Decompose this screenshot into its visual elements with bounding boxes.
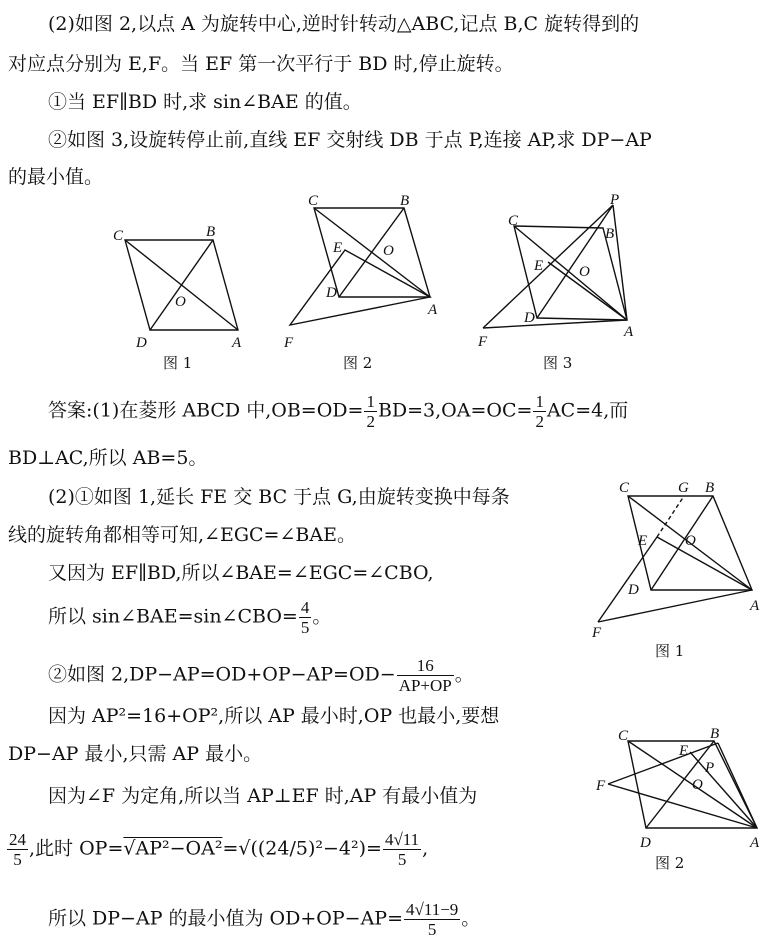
figure-2: [283, 193, 438, 351]
denominator: 5: [300, 618, 310, 637]
label-d: D: [136, 335, 147, 351]
label-c: C: [618, 728, 629, 744]
answer-line-9: DP−AP 最小,只需 AP 最小。: [8, 743, 263, 765]
denominator: 2: [366, 412, 375, 431]
solution-figure-1-caption: 图 1: [655, 642, 685, 660]
question-line-4: ②如图 3,设旋转停止前,直线 EF 交射线 DB 于点 P,连接 AP,求 DP−AP: [48, 129, 652, 151]
question-line-5: 的最小值。: [8, 166, 104, 188]
label-c: C: [619, 480, 630, 496]
answer-line-5: 又因为 EF∥BD,所以∠BAE=∠EGC=∠CBO,: [48, 562, 434, 584]
numerator: 4√11: [384, 830, 420, 849]
figure-1-caption: 图 1: [163, 354, 193, 372]
solution-figure-2-caption: 图 2: [655, 854, 685, 872]
diagonal-bd: [651, 496, 713, 590]
label-f: F: [596, 778, 606, 794]
answer-line-11: [6, 830, 428, 869]
answer-line-6: [48, 598, 331, 637]
text: 。: [312, 605, 332, 628]
line-ef: [483, 205, 613, 328]
triangle-aef: [290, 250, 430, 325]
answer-line-4: 线的旋转角都相等可知,∠EGC=∠BAE。: [8, 524, 356, 546]
text: ,: [422, 837, 429, 860]
label-e: E: [534, 258, 544, 274]
label-d: D: [640, 835, 651, 851]
label-f: F: [284, 335, 294, 351]
denominator: AP+OP: [398, 676, 452, 695]
label-b: B: [710, 726, 720, 742]
label-b: B: [605, 226, 615, 242]
numerator: 1: [366, 392, 375, 411]
figure-3-caption: 图 3: [543, 354, 573, 372]
label-o: O: [579, 264, 590, 280]
answer-line-10: 因为∠F 为定角,所以当 AP⊥EF 时,AP 有最小值为: [48, 785, 478, 807]
text: BD=3,OA=OC=: [377, 399, 533, 422]
fraction: [397, 656, 454, 695]
label-c: C: [508, 213, 519, 229]
label-d: D: [326, 285, 337, 301]
numerator: 4: [300, 598, 310, 617]
label-e: E: [333, 240, 343, 256]
label-c: C: [113, 228, 124, 244]
segment-ap: [613, 205, 627, 320]
text: AC=4,而: [546, 399, 629, 422]
answer-line-3: (2)①如图 1,延长 FE 交 BC 于点 G,由旋转变换中每条: [48, 486, 510, 508]
text: 答案:(1)在菱形 ABCD 中,OB=OD=: [48, 399, 364, 422]
denominator: 5: [13, 850, 22, 869]
text: =: [366, 837, 382, 860]
answer-line-7: [48, 656, 474, 695]
segment-fa: [598, 590, 752, 622]
label-p: P: [610, 192, 620, 208]
fraction-half: [364, 392, 377, 431]
label-e: E: [679, 743, 689, 759]
question-line-1: (2)如图 2,以点 A 为旋转中心,逆时针转动△ABC,记点 B,C 旋转得到的: [48, 13, 640, 35]
sqrt-expression: √((24/5)²−4²): [238, 837, 367, 860]
label-a: A: [750, 835, 760, 851]
fraction: [383, 830, 421, 869]
label-f: F: [592, 625, 602, 641]
answer-line-2: BD⊥AC,所以 AB=5。: [8, 447, 208, 469]
solution-figure-1: [591, 480, 760, 641]
label-d: D: [628, 582, 639, 598]
label-e: E: [638, 533, 648, 549]
label-g: G: [678, 480, 689, 496]
label-o: O: [175, 294, 186, 310]
numerator: 24: [9, 830, 26, 849]
label-a: A: [750, 598, 760, 614]
label-c: C: [308, 193, 319, 209]
sqrt-expression: √AP²−OA²: [123, 837, 223, 860]
text: 。: [461, 907, 481, 930]
question-line-2: 对应点分别为 E,F。当 EF 第一次平行于 BD 时,停止旋转。: [8, 53, 514, 75]
question-line-3: ①当 EF∥BD 时,求 sin∠BAE 的值。: [48, 91, 362, 113]
numerator: 1: [535, 392, 544, 411]
segment-fa: [608, 784, 757, 828]
denominator: 5: [427, 920, 437, 938]
label-o: O: [692, 777, 703, 793]
solution-figure-2: [595, 726, 760, 851]
label-p: P: [705, 760, 715, 776]
label-o: O: [685, 533, 696, 549]
text: 所以 DP−AP 的最小值为 OD+OP−AP=: [48, 907, 403, 930]
text: 所以 sin∠BAE=sin∠CBO=: [48, 605, 298, 628]
fraction: [7, 830, 28, 869]
label-o: O: [383, 243, 394, 259]
text: =: [222, 837, 239, 860]
label-d: D: [524, 310, 535, 326]
label-f: F: [478, 334, 488, 350]
fraction-half: [533, 392, 546, 431]
fraction: [299, 598, 312, 637]
figure-3: [477, 192, 634, 350]
fraction: [404, 900, 460, 938]
label-b: B: [206, 224, 216, 240]
label-a: A: [232, 335, 242, 351]
answer-line-8: 因为 AP²=16+OP²,所以 AP 最小时,OP 也最小,要想: [48, 705, 500, 727]
numerator: 4√11−9: [406, 900, 459, 919]
label-b: B: [400, 193, 410, 209]
figure-1: [113, 224, 242, 351]
label-a: A: [624, 324, 634, 340]
denominator: 5: [397, 850, 407, 869]
label-b: B: [705, 480, 715, 496]
segment-fa: [483, 320, 627, 328]
denominator: 2: [535, 412, 544, 431]
answer-line-1: [48, 392, 628, 431]
text: ,此时 OP=: [29, 837, 124, 860]
answer-line-12: [48, 900, 480, 938]
dashed-eg: [657, 496, 684, 537]
label-a: A: [428, 302, 438, 318]
text: 。: [454, 663, 474, 686]
numerator: 16: [397, 656, 454, 676]
figure-2-caption: 图 2: [343, 354, 373, 372]
diagonal-bd: [150, 240, 213, 330]
text: ②如图 2,DP−AP=OD+OP−AP=OD−: [48, 663, 396, 686]
segment-ea: [657, 537, 752, 590]
